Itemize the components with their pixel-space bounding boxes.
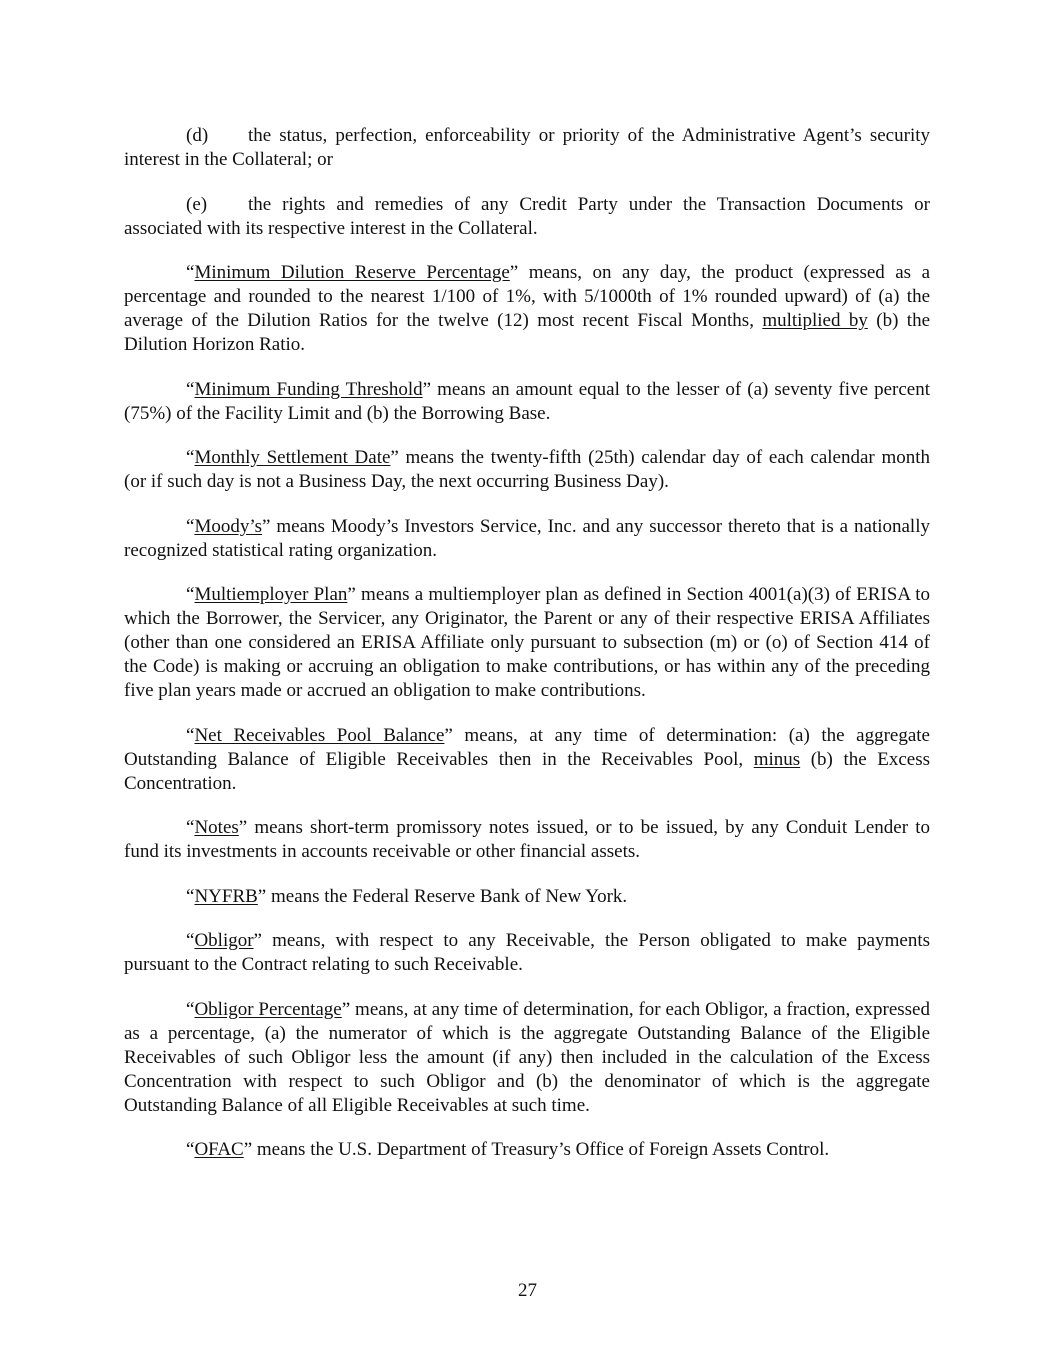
- defined-term: Moody’s: [194, 515, 263, 537]
- definition-ofac: [124, 1138, 930, 1162]
- definition-body: ” means an amount equal to the lesser of (a) seventy five percent (75%) of the Facility Limit and (b) the Borrowing Base.: [124, 378, 930, 424]
- defined-term: Notes: [194, 817, 239, 838]
- defined-term: Minimum Dilution Reserve Percentage: [194, 262, 510, 283]
- definition-minimum-dilution-reserve-percentage: [124, 261, 930, 357]
- defined-term: NYFRB: [194, 885, 258, 907]
- definition-multiemployer-plan: [124, 583, 930, 703]
- emphasis-text: multiplied by: [762, 310, 868, 331]
- clause-e: [124, 193, 930, 241]
- clause-text: the status, perfection, enforceability or priority of the Administrative Agent’s security interest in the Collateral; or: [124, 125, 930, 170]
- open-quote: “: [186, 378, 195, 400]
- definition-obligor-percentage: [124, 998, 930, 1118]
- definition-body: ” means a multiemployer plan as defined in Section 4001(a)(3) of ERISA to which the Borrower, the Servicer, any Originator, the Parent or any of their respective ERISA Affiliates (other than one considered an ERISA Affiliate only pursuant to subsection (m) or (o) of Section 414 of the Code) is making or accruing an obligation to make contributions, or has within any of the preceding five plan years made or accrued an obligation to make contributions.: [124, 584, 931, 701]
- defined-term: Multiemployer Plan: [194, 584, 348, 605]
- definition-body: ” means, at any time of determination: (a) the aggregate Outstanding Balance of Eligible Receivables then in the Receivables Pool,: [124, 724, 930, 770]
- clause-label: (d): [186, 125, 209, 146]
- definition-body: ” means, with respect to any Receivable, the Person obligated to make payments pursuant to the Contract relating to such Receivable.: [124, 930, 930, 975]
- definition-body: ” means, at any time of determination, for each Obligor, a fraction, expressed as a percentage, (a) the numerator of which is the aggregate Outstanding Balance of the Eligible Receivables of such Obligor less the amount (if any) then included in the calculation of the Excess Concentration with respect to such Obligor and (b) the denominator of which is the aggregate Outstanding Balance of all Eligible Receivables at such time.: [124, 998, 930, 1116]
- clause-text: the rights and remedies of any Credit Party under the Transaction Documents or associated with its respective interest in the Collateral.: [124, 193, 930, 239]
- defined-term: Obligor: [194, 930, 254, 951]
- definition-body: ” means the U.S. Department of Treasury’s Office of Foreign Assets Control.: [243, 1139, 830, 1160]
- defined-term: OFAC: [194, 1139, 244, 1160]
- open-quote: “: [186, 1139, 195, 1160]
- open-quote: “: [186, 817, 195, 838]
- open-quote: “: [186, 262, 195, 283]
- definition-body: ” means the Federal Reserve Bank of New York.: [257, 885, 628, 907]
- page-number: 27: [518, 1280, 537, 1301]
- open-quote: “: [186, 724, 195, 746]
- definition-body: ” means Moody’s Investors Service, Inc. and any successor thereto that is a nationally recognized statistical rating organization.: [124, 515, 930, 561]
- defined-term: Obligor Percentage: [194, 998, 342, 1020]
- definition-net-receivables-pool-balance: [124, 724, 930, 796]
- open-quote: “: [186, 447, 195, 468]
- definition-notes: [124, 816, 930, 864]
- document-page: [124, 124, 930, 1183]
- emphasis-text: minus: [753, 748, 801, 770]
- definition-nyfrb: [124, 885, 930, 909]
- definition-tail: (b) the Dilution Horizon Ratio.: [124, 310, 930, 355]
- definition-moodys: [124, 515, 930, 563]
- defined-term: Monthly Settlement Date: [194, 447, 391, 468]
- open-quote: “: [186, 584, 195, 605]
- definition-tail: (b) the Excess Concentration.: [124, 748, 930, 794]
- definition-body: ” means, on any day, the product (expressed as a percentage and rounded to the nearest 1/100 of 1%, with 5/1000th of 1% rounded upward) of (a) the average of the Dilution Ratios for the twelve (12) most recent Fiscal Months,: [124, 262, 930, 331]
- clause-d: [124, 124, 930, 172]
- defined-term: Net Receivables Pool Balance: [194, 724, 445, 746]
- open-quote: “: [186, 930, 195, 951]
- definition-body: ” means the twenty-fifth (25th) calendar day of each calendar month (or if such day is not a Business Day, the next occurring Business Day).: [124, 447, 930, 492]
- open-quote: “: [186, 885, 195, 907]
- definition-monthly-settlement-date: [124, 446, 930, 494]
- definition-body: ” means short-term promissory notes issued, or to be issued, by any Conduit Lender to fund its investments in accounts receivable or other financial assets.: [124, 817, 930, 862]
- definition-minimum-funding-threshold: [124, 378, 930, 426]
- clause-label: (e): [186, 193, 208, 215]
- open-quote: “: [186, 998, 195, 1020]
- definition-obligor: [124, 929, 930, 977]
- open-quote: “: [186, 515, 195, 537]
- defined-term: Minimum Funding Threshold: [194, 378, 423, 400]
